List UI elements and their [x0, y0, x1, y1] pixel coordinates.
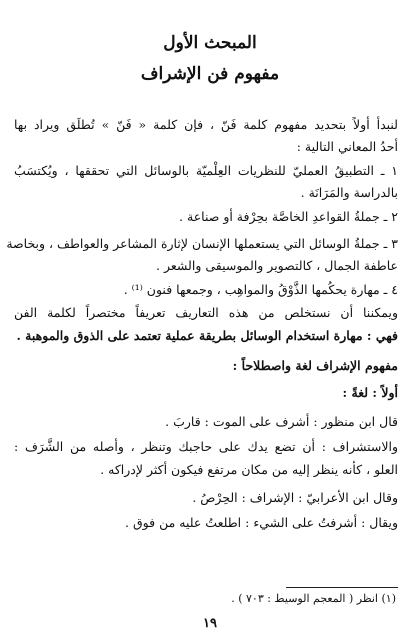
summary-line: ويمكننا أن نستخلص من هذه التعاريف تعريفاً مختصراً لكلمة الفن	[14, 305, 398, 320]
list-item-3-cont: عاطفة الجمال ، كالتصوير والموسيقى والشعر .	[156, 258, 398, 273]
list-item-1-cont: بالدراسة والمَرَانَة .	[300, 185, 398, 200]
section-title: مفهوم فن الإشراف	[140, 64, 280, 84]
footnote-divider	[286, 587, 398, 588]
quote-line-2: والاستشراف : أن تضع يدك على حاجبك وتنظر ، وأصله من الشَّرَف :	[14, 439, 398, 454]
quote-line-4: وقال ابن الأعرابيّ : الإشراف : الحِرْصُ .	[192, 490, 398, 505]
quote-line-3: العلو ، كأنه ينظر إليه من مكان مرتفع فيكون أكثر لإدراكه .	[100, 462, 398, 477]
page-number: ١٩	[203, 616, 217, 631]
footnote: (١) انظر ( المعجم الوسيط : ٧٠٣ ) .	[231, 592, 396, 605]
subheading-supervision: مفهوم الإشراف لغة واصطلاحاً :	[232, 358, 398, 373]
list-item-2: ٢ ـ جملةُ القواعدِ الخاصَّة بحِرْفة أو صناعة .	[179, 209, 398, 224]
quote-line-1: قال ابن منظور : أشرف على الموت : قاربَ .	[165, 414, 398, 429]
subheading-language: أولاً : لغةً :	[342, 385, 398, 400]
list-item-4: ٤ ـ مهارة يحكُمها الذَّوْقُ والمواهِب ، وجمعها فنون ⁽¹⁾ .	[123, 282, 398, 297]
paragraph-line-intro: لنبدأ أولاً بتحديد مفهوم كلمة فَنّ ، فإن كلمة « فَنّ » تُطلَق ويراد بها	[14, 117, 398, 132]
chapter-title: المبحث الأول	[163, 33, 257, 53]
list-item-3: ٣ ـ جملةُ الوسائل التي يستعملها الإنسان لإثارة المشاعر والعواطف ، وبخاصة	[6, 236, 398, 251]
paragraph-line-intro-end: أحدُ المعاني التالية :	[296, 139, 398, 154]
list-item-1: ١ ـ التطبيقُ العمليّ للنظريات العِلْميّة بالوسائل التي تحققها ، ويُكتسَبُ	[14, 163, 398, 178]
quote-line-5: ويقال : أشرفتُ على الشيء : اطلعتُ عليه من فوق .	[125, 515, 398, 530]
definition-line: فهي : مهارة استخدام الوسائل بطريقة عملية تعتمد على الذوق والموهبة .	[16, 328, 398, 343]
